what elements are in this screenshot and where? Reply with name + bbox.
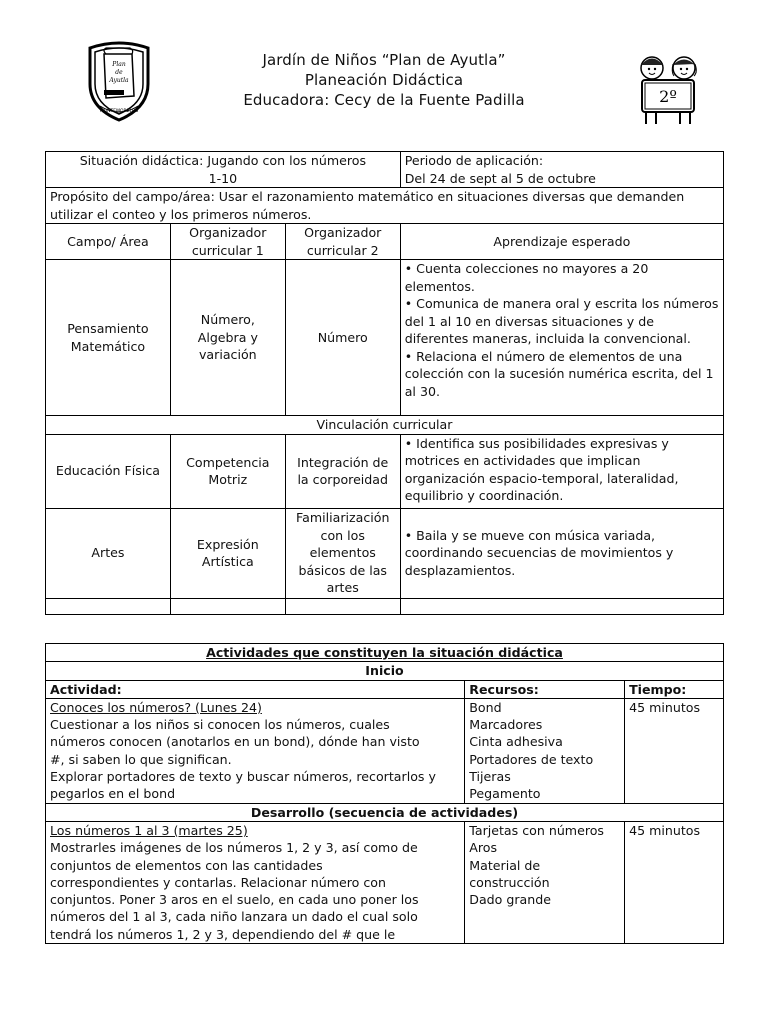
activity-line: pegarlos en el bond: [50, 786, 176, 802]
activity-line: #, si saben lo que significan.: [50, 751, 232, 767]
learning-item: • Comunica de manera oral y escrita los números del 1 al 10 en diversas situaciones y de diferentes maneras, incluida la convencional.: [404, 296, 719, 346]
header-org1: Organizador curricular 1: [170, 224, 285, 260]
empty-cell: [170, 598, 285, 614]
activity-time: 45 minutos: [625, 698, 724, 803]
section-desarrollo: Desarrollo (secuencia de actividades): [46, 803, 724, 821]
desarrollo-row: [46, 803, 724, 821]
planning-table: [45, 151, 724, 615]
activity-line: números conocen (anotarlos en un bond), dónde han visto: [50, 734, 420, 750]
activity-line: números del 1 al 3, cada niño lanzara un dado el cual solo: [50, 909, 418, 925]
activity-row: [46, 698, 724, 803]
resource-item: Dado grande: [469, 892, 551, 908]
svg-text:Plan: Plan: [112, 61, 126, 68]
math-learning: [400, 260, 723, 416]
purpose-cell: Propósito del campo/área: Usar el razonamiento matemático en situaciones diversas que demanden utilizar el conteo y los primeros números.: [46, 188, 724, 224]
svg-text:Ayutla: Ayutla: [109, 77, 129, 84]
resource-item: Marcadores: [469, 717, 543, 733]
activity-line: Mostrarles imágenes de los números 1, 2 y 3, así como de: [50, 840, 418, 856]
period-label: Periodo de aplicación:: [404, 153, 544, 168]
arts-learning: • Baila y se mueve con música variada, coordinando secuencias de movimientos y desplazamientos.: [400, 508, 723, 598]
period-dates: Del 24 de sept al 5 de octubre: [404, 170, 596, 186]
math-org2: Número: [285, 260, 400, 416]
resource-item: Pegamento: [469, 786, 541, 802]
col-time: Tiempo:: [625, 680, 724, 698]
activity-title: Conoces los números? (Lunes 24): [50, 699, 262, 715]
resource-item: Material de: [469, 857, 541, 873]
pe-org1: Competencia Motriz: [170, 434, 285, 508]
activity-line: correspondientes y contarlas. Relacionar número con: [50, 874, 386, 890]
activity-time: 45 minutos: [625, 821, 724, 943]
empty-cell: [400, 598, 723, 614]
empty-cell: [285, 598, 400, 614]
activities-title-row: [46, 644, 724, 662]
resource-item: Aros: [469, 840, 498, 856]
header-org2: Organizador curricular 2: [285, 224, 400, 260]
resource-item: Portadores de texto: [469, 751, 594, 767]
situation-row: [46, 152, 724, 188]
link-row: [46, 416, 724, 435]
col-resources: Recursos:: [465, 680, 625, 698]
empty-cell: [46, 598, 171, 614]
resource-item: Tijeras: [469, 769, 511, 785]
math-org1: Número, Algebra y variación: [170, 260, 285, 416]
header-field: Campo/ Área: [46, 224, 171, 260]
period-cell: [400, 152, 723, 188]
pe-org2: Integración de la corporeidad: [285, 434, 400, 508]
activities-title: Actividades que constituyen la situación didáctica: [46, 644, 724, 662]
header-learning: Aprendizaje esperado: [400, 224, 723, 260]
school-name: Jardín de Niños “Plan de Ayutla”: [262, 51, 506, 69]
resource-item: Cinta adhesiva: [469, 734, 563, 750]
curricular-link-label: Vinculación curricular: [46, 416, 724, 435]
situation-label: Situación didáctica: Jugando con los números: [79, 153, 367, 168]
learning-item: • Relaciona el número de elementos de una colección con la sucesión numérica escrita, del 1 al 30.: [404, 348, 714, 399]
situation-range: 1-10: [208, 170, 238, 186]
arts-row: [46, 508, 724, 598]
col-activity: Actividad:: [46, 680, 465, 698]
purpose-row: [46, 188, 724, 224]
resource-item: construcción: [469, 874, 550, 890]
pe-row: [46, 434, 724, 508]
teacher-name: Educadora: Cecy de la Fuente Padilla: [243, 91, 525, 109]
pe-learning: • Identifica sus posibilidades expresivas y motrices en actividades que implican organización espacio-temporal, lateralidad, equilibrio y coordinación.: [400, 434, 723, 508]
document-subtitle: Planeación Didáctica: [304, 71, 464, 89]
math-field: Pensamiento Matemático: [46, 260, 171, 416]
activity-title: Los números 1 al 3 (martes 25): [50, 822, 248, 838]
activity-row: [46, 821, 724, 943]
empty-row: [46, 598, 724, 614]
activity-line: Cuestionar a los niños si conocen los números, cuales: [50, 717, 390, 733]
column-header-row: [46, 680, 724, 698]
kids-grade-illustration: [628, 50, 708, 130]
activity-resources: [465, 821, 625, 943]
activity-line: Explorar portadores de texto y buscar números, recortarlos y: [50, 769, 436, 785]
resource-item: Tarjetas con números: [469, 822, 604, 838]
arts-field: Artes: [46, 508, 171, 598]
inicio-row: [46, 662, 724, 680]
activity-description: [46, 698, 465, 803]
learning-item: • Cuenta colecciones no mayores a 20 elementos.: [404, 261, 649, 294]
activity-description: [46, 821, 465, 943]
pe-field: Educación Física: [46, 434, 171, 508]
svg-text:MONTEMORELOS: MONTEMORELOS: [99, 109, 139, 114]
resource-item: Bond: [469, 699, 502, 715]
situation-cell: [46, 152, 401, 188]
arts-org1: Expresión Artística: [170, 508, 285, 598]
activity-line: conjuntos de elementos con las cantidades: [50, 857, 323, 873]
section-inicio: Inicio: [46, 662, 724, 680]
table-header-row: [46, 224, 724, 260]
activity-resources: [465, 698, 625, 803]
grade-label: 2º: [659, 87, 677, 106]
math-row: [46, 260, 724, 416]
arts-org2: Familiarización con los elementos básicos de las artes: [285, 508, 400, 598]
activities-table: [45, 643, 724, 944]
svg-text:de: de: [115, 69, 123, 76]
activity-line: conjuntos. Poner 3 aros en el suelo, en cada uno poner los: [50, 892, 419, 908]
activity-line: tendrá los números 1, 2 y 3, dependiendo del # que le: [50, 926, 396, 942]
